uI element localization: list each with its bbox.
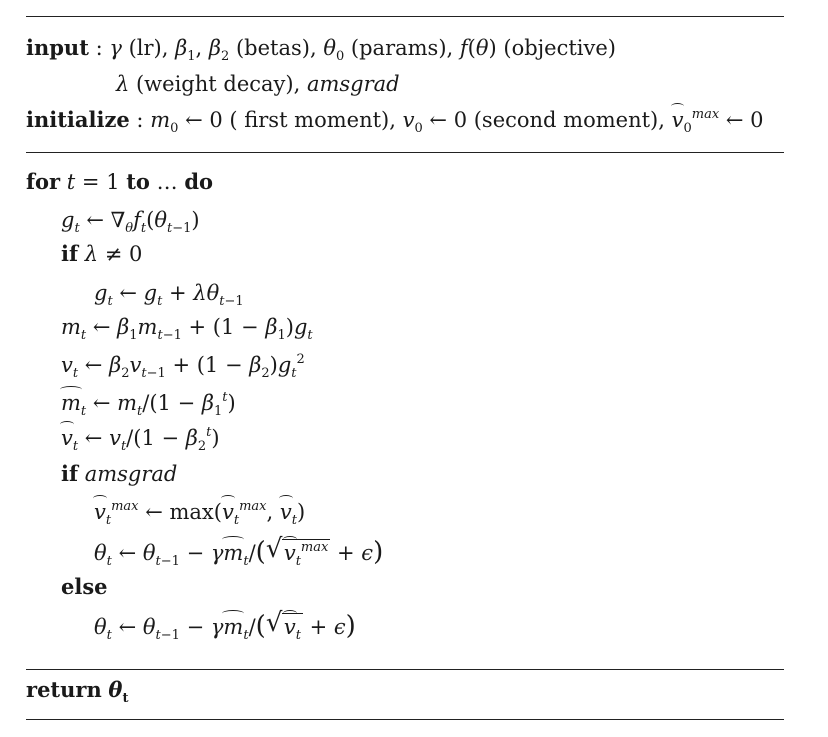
theta-step: $\theta_t$ ← $\theta_{t-1} - \gamma m_t/(√$ $v_t + \epsilon$) [94, 613, 356, 640]
if-amsgrad: if amsgrad [61, 461, 178, 486]
else-line [61, 574, 108, 600]
bottom-rule [26, 719, 784, 720]
bias-correct-v-step: $v_t$ ← $v_t/(1 - \beta_2^t)$ [61, 425, 220, 454]
return-keyword: return [26, 677, 102, 702]
for-line: for t = 1 to … do [26, 169, 214, 194]
bias-correct-m-step: $m_t$ ← $m_t/(1 - \beta_1^t)$ [61, 390, 236, 419]
if-keyword: if [61, 241, 79, 266]
vmax-step: $v_t^{max}$ ← $\max(v_t^{max}$, $v_t$) [94, 499, 306, 528]
second-moment-step: $v_t$ ← $\beta_2v_{t-1} + (1 - \beta_2)g_t^2$ [61, 352, 305, 381]
header-rule [26, 152, 784, 153]
if-amsgrad-keyword: if [61, 461, 79, 486]
input-keyword: input [26, 35, 89, 60]
return-line: return $\theta_t$ [26, 677, 129, 706]
do-keyword: do [184, 169, 214, 194]
for-keyword: for [26, 169, 61, 194]
top-rule [26, 16, 784, 17]
first-moment-step: $m_t$ ← $\beta_1m_{t-1} + (1 - \beta_1)g_t$ [61, 315, 313, 343]
gradient-step: $g_t$ ← $\nabla_\theta f_t(\theta_{t-1})$ [61, 208, 200, 236]
weight-decay-step: $g_t$ ← $g_t + \lambda\theta_{t-1}$ [94, 281, 244, 309]
initialize-keyword: initialize [26, 107, 130, 132]
to-keyword: to [126, 169, 150, 194]
theta-amsgrad-step: $\theta_t$ ← $\theta_{t-1} - \gamma m_t/(√$ $v_t^{max} + \epsilon$) [94, 539, 383, 566]
if-weight-decay: if λ ≠ 0 [61, 241, 143, 266]
input-line: input : γ (lr), $\beta_1$, $\beta_2$ (betas), $\theta_0$ (params), f(θ) (objective) [26, 35, 617, 64]
else-keyword: else [61, 574, 108, 599]
body-end-rule [26, 669, 784, 670]
input-line-continued: λ (weight decay), amsgrad [116, 72, 400, 96]
initialize-line: initialize : $m_0$ ← 0 ( first moment), $v_0$ ← 0 (second moment), $v_0^{max}$ ← 0 [26, 107, 764, 136]
